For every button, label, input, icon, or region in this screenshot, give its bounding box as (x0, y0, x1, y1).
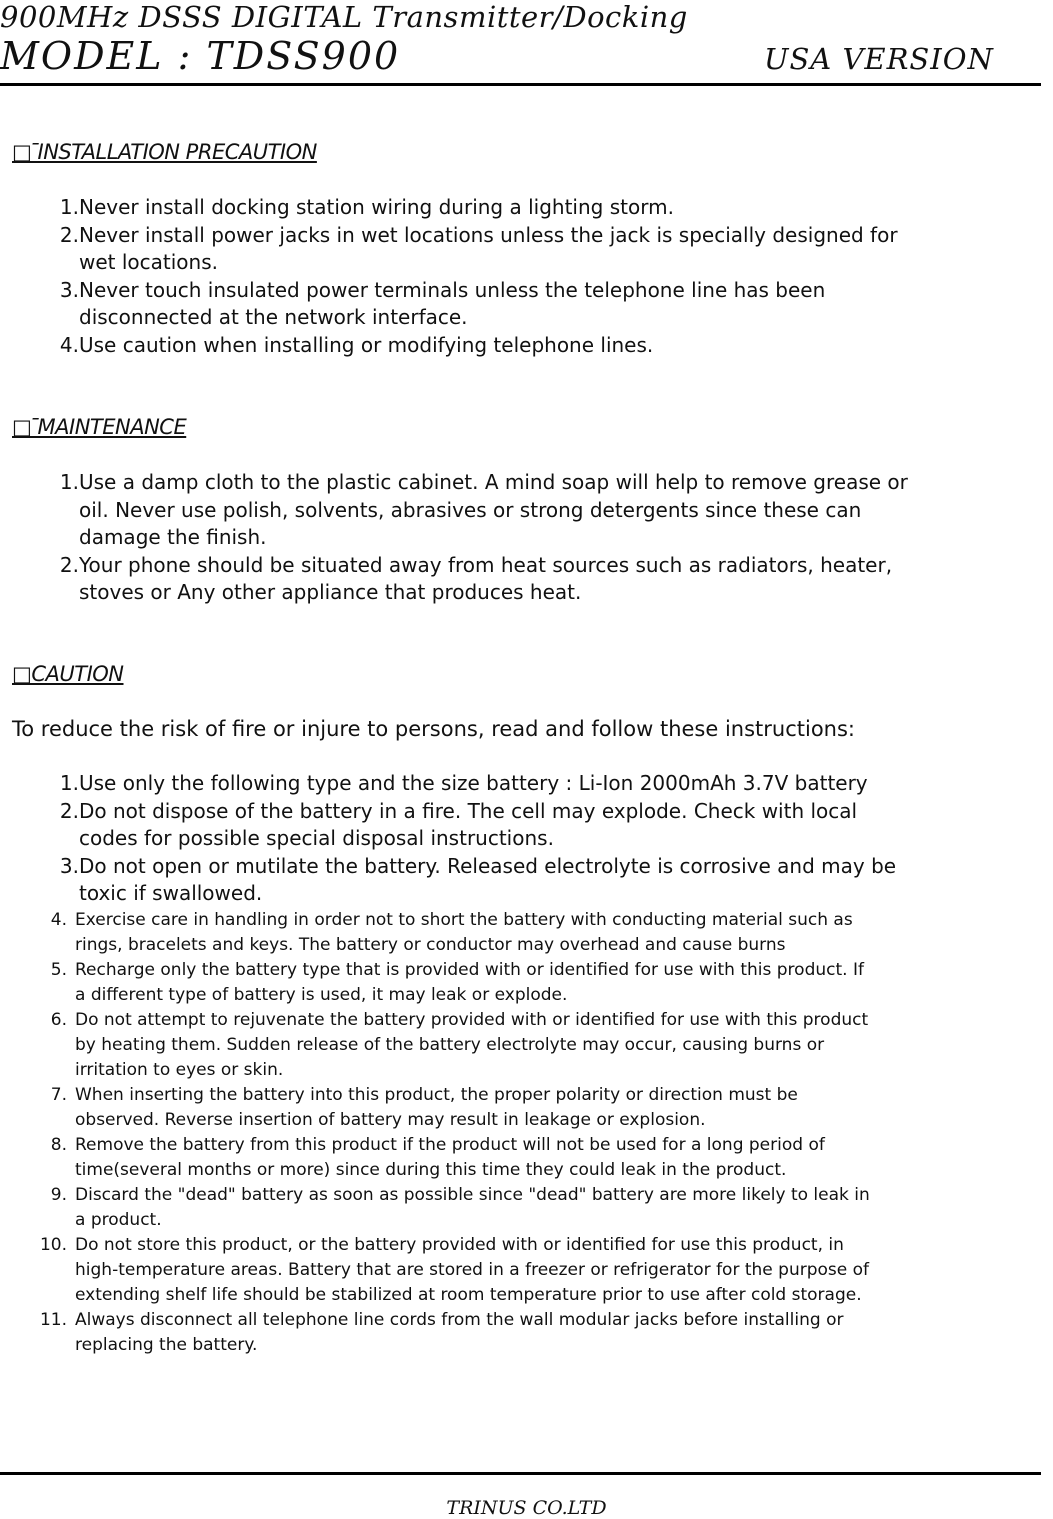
item-text-line: Never touch insulated power terminals unless the telephone line has been (79, 277, 826, 302)
item-text-line: a product. (75, 1210, 162, 1230)
item-text-line: time(several months or more) since during this time they could leak in the product. (75, 1160, 787, 1180)
item-text-line: damage the finish. (79, 525, 267, 549)
item-text-line: toxic if swallowed. (79, 881, 263, 905)
item-text-line: Never install docking station wiring during a lighting storm. (79, 195, 674, 219)
item-text-line: wet locations. (79, 250, 218, 274)
item-number: 5. (50, 960, 67, 980)
item-text-line: stoves or Any other appliance that produces heat. (79, 580, 582, 604)
footer-rule (0, 1472, 1041, 1475)
item-text-line: irritation to eyes or skin. (75, 1060, 284, 1080)
model-title: MODEL : TDSS900 (0, 34, 401, 78)
item-number: 3. (59, 277, 79, 302)
item-text-line: When inserting the battery into this product, the proper polarity or direction must be (75, 1085, 798, 1105)
item-text-line: Remove the battery from this product if the product will not be used for a long period of (75, 1135, 825, 1155)
caution-list-small (0, 908, 870, 1358)
item-text-line: Never install power jacks in wet locations unless the jack is specially designed for (79, 222, 898, 247)
item-text-line: codes for possible special disposal instructions. (79, 826, 554, 850)
item-text-line: Discard the "dead" battery as soon as possible since "dead" battery are more likely to leak in (75, 1185, 870, 1205)
installation-title: □ ̄INSTALLATION PRECAUTION (12, 140, 317, 164)
list-item (0, 958, 870, 1008)
item-text-line: Exercise care in handling in order not to short the battery with conducting material such as (75, 910, 853, 930)
item-number: 6. (50, 1010, 67, 1030)
item-text-line: Do not attempt to rejuvenate the battery provided with or identified for use with this product (75, 1010, 869, 1030)
installation-list (0, 194, 898, 359)
item-text-line: Always disconnect all telephone line cords from the wall modular jacks before installing or (75, 1310, 844, 1330)
list-item (0, 194, 898, 222)
item-number: 7. (50, 1085, 67, 1105)
list-item (0, 1183, 870, 1233)
item-number: 11. (39, 1310, 67, 1330)
caution-title: □CAUTION (12, 662, 124, 686)
version-label: USA VERSION (764, 42, 994, 76)
list-item (0, 552, 908, 607)
item-number: 4. (59, 332, 79, 357)
item-number: 4. (50, 910, 67, 930)
maintenance-list (0, 469, 908, 607)
header-title: 900MHz DSSS DIGITAL Transmitter/Docking (0, 0, 688, 34)
item-number: 10. (39, 1235, 67, 1255)
item-text-line: replacing the battery. (75, 1335, 258, 1355)
list-item (0, 469, 908, 552)
list-item (0, 277, 898, 332)
item-text-line: by heating them. Sudden release of the battery electrolyte may occur, causing burns or (75, 1035, 825, 1055)
item-number: 2. (59, 552, 79, 577)
item-text-line: disconnected at the network interface. (79, 305, 468, 329)
item-text-line: Do not open or mutilate the battery. Released electrolyte is corrosive and may be (79, 853, 897, 878)
item-number: 2. (59, 798, 79, 823)
item-number: 3. (59, 853, 79, 878)
item-text-line: high-temperature areas. Battery that are stored in a freezer or refrigerator for the purpose of (75, 1260, 870, 1280)
item-text-line: Use caution when installing or modifying telephone lines. (79, 332, 654, 357)
item-number: 1. (59, 771, 79, 795)
list-item (0, 1008, 870, 1083)
item-text-line: Use a damp cloth to the plastic cabinet. A mind soap will help to remove grease or (79, 470, 908, 494)
item-text-line: oil. Never use polish, solvents, abrasives or strong detergents since these can (79, 497, 862, 522)
item-text-line: Do not store this product, or the battery provided with or identified for use this product, in (75, 1235, 844, 1255)
list-item (0, 1233, 870, 1308)
maintenance-title: □ ̄MAINTENANCE (12, 415, 187, 439)
item-text-line: a different type of battery is used, it may leak or explode. (75, 985, 568, 1005)
list-item (0, 1133, 870, 1183)
item-text-line: rings, bracelets and keys. The battery or conductor may overhead and cause burns (75, 935, 786, 955)
list-item (0, 770, 896, 798)
footer-company: TRINUS CO.LTD (446, 1497, 607, 1519)
item-number: 9. (50, 1185, 67, 1205)
list-item (0, 1308, 870, 1358)
list-item (0, 908, 870, 958)
list-item (0, 853, 896, 908)
list-item (0, 332, 898, 360)
item-text-line: Your phone should be situated away from heat sources such as radiators, heater, (79, 552, 893, 577)
item-text-line: observed. Reverse insertion of battery may result in leakage or explosion. (75, 1110, 706, 1130)
item-number: 8. (50, 1135, 67, 1155)
caution-intro: To reduce the risk of fire or injure to persons, read and follow these instructions: (12, 717, 856, 741)
item-number: 2. (59, 222, 79, 247)
list-item (0, 222, 898, 277)
caution-list-large (0, 770, 896, 908)
list-item (0, 1083, 870, 1133)
item-text-line: Do not dispose of the battery in a fire. The cell may explode. Check with local (79, 798, 858, 823)
item-number: 1. (59, 195, 79, 219)
list-item (0, 798, 896, 853)
header-rule (0, 83, 1041, 86)
item-number: 1. (59, 470, 79, 494)
item-text-line: extending shelf life should be stabilized at room temperature prior to use after cold storage. (75, 1285, 862, 1305)
item-text-line: Use only the following type and the size battery : Li-Ion 2000mAh 3.7V battery (79, 771, 868, 795)
item-text-line: Recharge only the battery type that is provided with or identified for use with this product. If (75, 960, 864, 980)
